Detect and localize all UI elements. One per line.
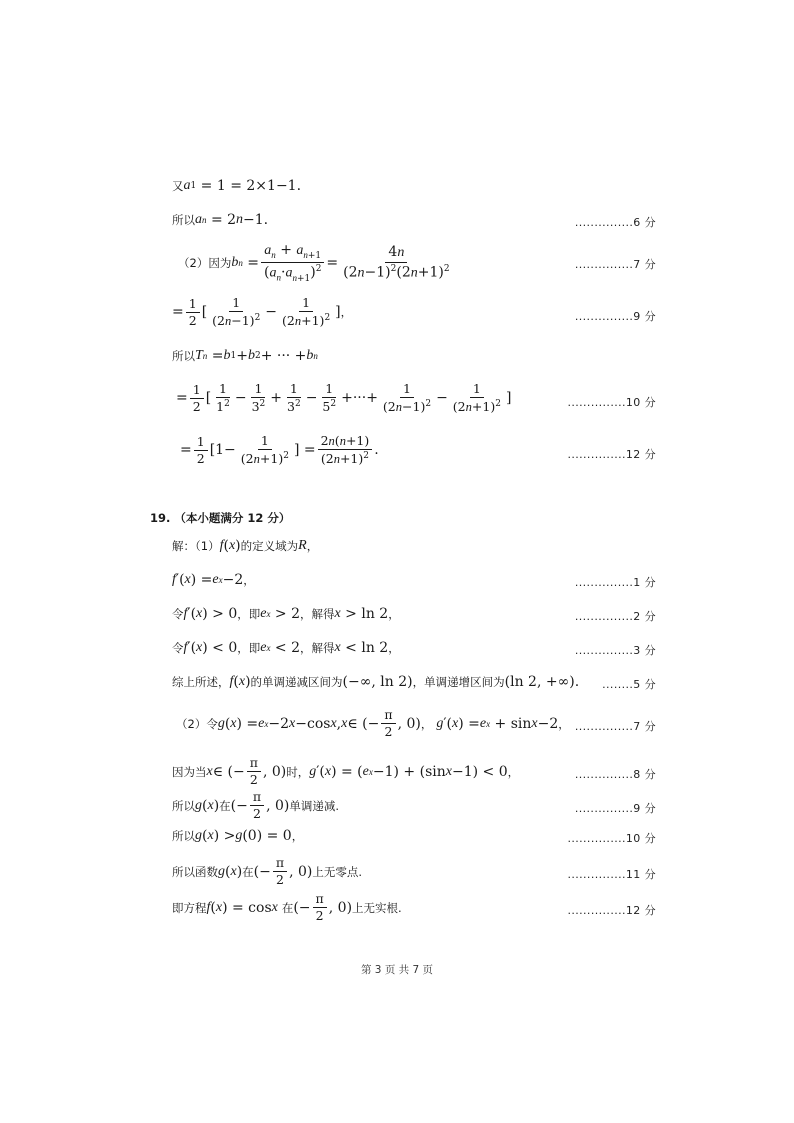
text-suoyi-2: 所以	[172, 349, 195, 363]
frac-bn-1: $\frac{a_n + a_{n+1}}{(a_n\cdot a_{n+1})^2}$	[261, 242, 324, 284]
text-suoyi-3: 所以	[172, 798, 195, 813]
text-ji: ，即	[237, 607, 261, 621]
score-q19-11: ...............11 分	[567, 868, 656, 881]
text-zongshang: 综上所述，	[172, 675, 230, 689]
text-jie: 解：（1）	[172, 539, 220, 553]
text-domain: 的定义域为	[240, 539, 299, 553]
text-ji-2: ，即	[237, 641, 261, 655]
score-q19-7: ...............7 分	[574, 720, 656, 733]
expr-bn: （2）因为 b n = $\frac{a_n + a_{n+1}}{(a_n\cdot a_{n+1})^2}$ = $\frac{4n}{(2n-1)^2(2n+1)^2}$	[178, 242, 455, 284]
score-q19-5: ........5 分	[602, 678, 656, 691]
expr-q19-mono: 所以 g ( x ) 在 (− $\frac{\pi}{2}$ , 0) 单调递减.	[172, 789, 340, 822]
expr-a1: 又 a 1 = 1 = 2×1−1.	[172, 178, 302, 194]
text-wu-lingdian: 上无零点.	[312, 864, 363, 879]
expr-q19-noroot: 即方程 f ( x ) = cos x 在 (− $\frac{\pi}{2}$ , 0) 上无实根.	[172, 891, 402, 924]
expr-q19-g: （2）令 g ( x ) = e x −2 x −cos x , x ∈ (− $\frac{\pi}{2}$ , 0) ， g ′( x ) = e x + sin x −2 ，	[176, 707, 570, 740]
text-comma-4: ，	[388, 607, 400, 621]
expr-q19-gprime: 因为当 x ∈ (− $\frac{\pi}{2}$ , 0) 时， g ′( x ) = ( e x −1) + (sin x −1) < 0 ，	[172, 755, 520, 788]
expr-an: 所以 a n = 2 n −1.	[172, 212, 269, 228]
text-shi: 时，	[286, 764, 310, 779]
expr-q19-summary: 综上所述， f ( x ) 的单调递减区间为 (−∞, ln 2) ，单调递增区间为 (ln 2, +∞).	[172, 674, 580, 690]
text-comma-6: ，	[420, 716, 433, 731]
score-q19-2: ...............2 分	[574, 610, 656, 623]
expr-tn: 所以 T n = b 1 + b 2 + ··· + b n	[172, 348, 318, 364]
text-comma-8: ，	[507, 764, 520, 779]
text-suoyi: 所以	[172, 213, 195, 227]
score-10: ...............10 分	[567, 396, 656, 409]
text-dec: 的单调递减区间为	[250, 675, 343, 689]
expr-tn-result: = $\frac{1}{2}$ [1− $\frac{1}{(2n+1)^2}$ ] = $\frac{2n(n+1)}{(2n+1)^2}$ .	[180, 433, 379, 467]
score-q19-10: ...............10 分	[567, 832, 656, 845]
score-q19-9: ...............9 分	[574, 802, 656, 815]
score-q19-8: ...............8 分	[574, 768, 656, 781]
page-footer: 第 3 页 共 7 页	[360, 964, 434, 976]
text-comma-2: ，	[306, 539, 319, 553]
text-suoyi-4: 所以	[172, 829, 195, 843]
score-7: ...............7 分	[574, 258, 656, 271]
text-ling: 令	[172, 607, 184, 621]
text-jiede: ，解得	[300, 607, 335, 621]
text-ling-2: 令	[172, 641, 184, 655]
text-comma-3: ，	[243, 573, 255, 587]
text-comma-9: ，	[291, 829, 304, 843]
text-comma-7: ，	[558, 716, 570, 731]
expr-q19-derivative: f ′( x ) = e x −2 ，	[172, 572, 255, 588]
score-6: ...............6 分	[574, 216, 656, 229]
text-zai: 在	[219, 798, 231, 813]
score-q19-3: ...............3 分	[574, 644, 656, 657]
text-comma: ，	[340, 305, 353, 320]
question-19-title: 19. （本小题满分 12 分）	[150, 511, 291, 525]
expr-q19-inc: 令 f ′( x ) > 0 ，即 e x > 2 ，解得 x > ln 2 ，	[172, 606, 400, 622]
text-jiede-2: ，解得	[300, 641, 335, 655]
text-part2-label: （2）因为	[178, 255, 232, 270]
text-comma-5: ，	[388, 641, 400, 655]
score-9: ...............9 分	[574, 310, 656, 323]
score-12: ...............12 分	[567, 448, 656, 461]
text-period: .	[374, 442, 379, 459]
text-yinwei-dang: 因为当	[172, 764, 207, 779]
text-dandiao-dijian: 单调递减.	[289, 798, 340, 813]
text-suoyi-hanshu: 所以函数	[172, 864, 218, 879]
expr-q19-nozero: 所以函数 g ( x ) 在 (− $\frac{\pi}{2}$ , 0) 上无零点.	[172, 855, 363, 888]
expr-q19-dec: 令 f ′( x ) < 0 ，即 e x < 2 ，解得 x < ln 2 ，	[172, 640, 400, 656]
text-you: 又	[172, 179, 184, 193]
score-q19-12: ...............12 分	[567, 904, 656, 917]
text-zai-3: 在	[281, 900, 294, 915]
frac-bn-2: $\frac{4n}{(2n-1)^2(2n+1)^2}$	[343, 244, 450, 281]
expr-telescope: = $\frac{1}{2}$ [ $\frac{1}{1^2}$ − $\frac{1}{3^2}$ + $\frac{1}{3^2}$ − $\frac{1}{5^2}$ +···+ $\frac{1}{(2n-1)^2}$ − $\frac{1}{(2n+1)^2}$ ]	[176, 381, 512, 415]
expr-q19-domain: 解：（1） f ( x ) 的定义域为 R ，	[172, 538, 319, 554]
text-part2-ling: （2）令	[176, 716, 218, 731]
score-q19-1: ...............1 分	[574, 576, 656, 589]
expr-bn-split: = $\frac{1}{2}$ [ $\frac{1}{(2n-1)^2}$ − $\frac{1}{(2n+1)^2}$ ] ，	[172, 295, 353, 329]
text-ji-fangcheng: 即方程	[172, 900, 207, 915]
expr-q19-g0: 所以 g ( x ) > g (0) = 0 ，	[172, 828, 304, 844]
text-inc: ，单调递增区间为	[412, 675, 505, 689]
text-zai-2: 在	[242, 864, 254, 879]
text-wu-shigen: 上无实根.	[352, 900, 402, 915]
